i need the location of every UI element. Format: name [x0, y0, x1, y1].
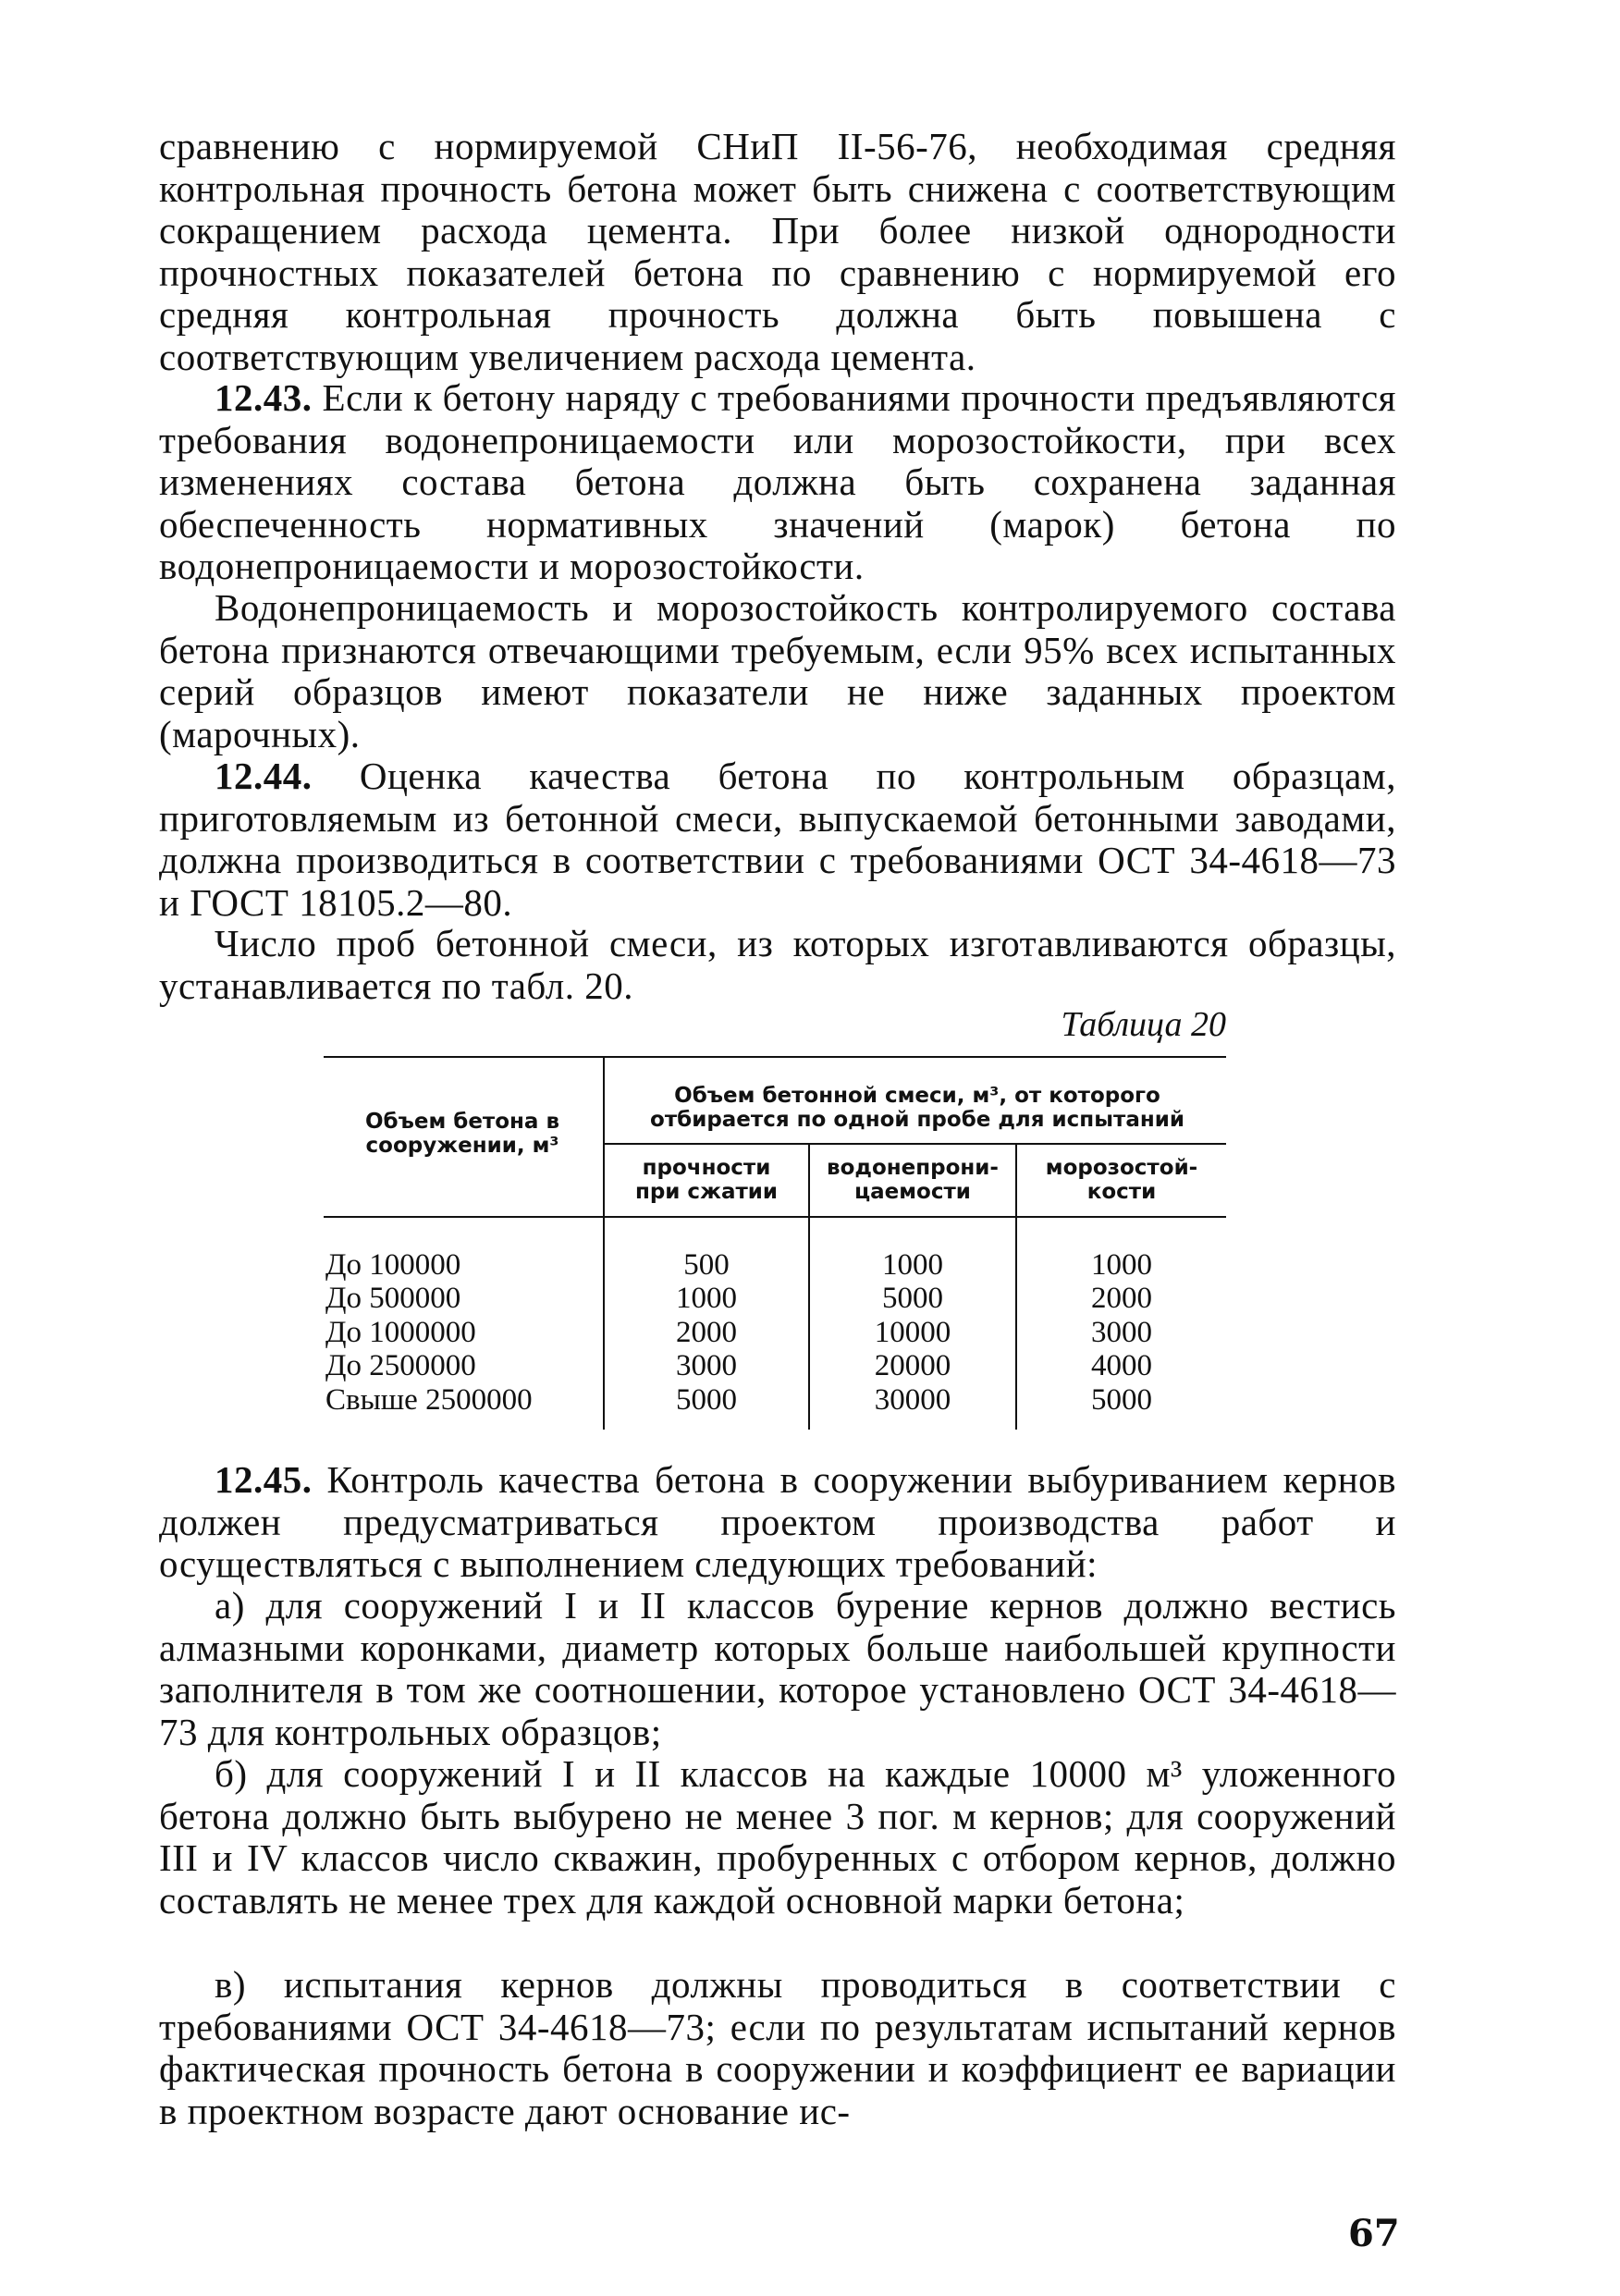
table-cell: Свыше 2500000: [325, 1382, 533, 1417]
table-cell: До 2500000: [325, 1349, 476, 1383]
header-volume-in-structure: Объем бетона в сооружении, м³: [364, 1110, 560, 1158]
paragraph-text: Контроль качества бетона в сооружении выбуриванием кернов должен предусматриваться проектом производства работ и осуществляться с выполнением следующих требований:: [159, 1458, 1396, 1585]
paragraph-watertightness: [159, 587, 1396, 755]
table-cell: 30000: [874, 1382, 951, 1417]
column-structure-volume: [325, 1248, 601, 1417]
list-item-b: [159, 1753, 1396, 1922]
column-water-resistance: [810, 1248, 1015, 1417]
table-20: [324, 1056, 1226, 1430]
table-cell: 3000: [1091, 1315, 1152, 1349]
clause-number: 12.45.: [215, 1458, 313, 1501]
page-number: 67: [1348, 2212, 1400, 2255]
header-group-sample-volume: Объем бетонной смеси, м³, от которого отбирается по одной пробе для испытаний: [650, 1084, 1184, 1132]
table-cell: 5000: [1091, 1382, 1152, 1417]
paragraph-12-43: [159, 377, 1396, 588]
paragraph-sample-count: [159, 923, 1396, 1007]
group-header-rule: [603, 1143, 1226, 1145]
paragraph-text: а) для сооружений I и II классов бурение кернов должно вестись алмазными коронками, диаметр которых больше наибольшей крупности заполнителя в том же соотношении, которое установлено ОСТ 34-4618—73 для контрольных образцов;: [159, 1584, 1396, 1753]
clause-number: 12.44.: [215, 755, 313, 797]
table-cell: До 500000: [325, 1282, 461, 1316]
header-frost-resistance: морозостой- кости: [1045, 1156, 1198, 1204]
clause-number: 12.43.: [215, 376, 313, 419]
table-cell: 5000: [676, 1382, 737, 1417]
table-cell: 2000: [1091, 1282, 1152, 1316]
table-cell: 20000: [874, 1349, 951, 1383]
paragraph-text: б) для сооружений I и II классов на каждые 10000 м³ уложенного бетона должно быть выбурено не менее 3 пог. м кернов; для сооружений III и IV классов число скважин, пробуренных с отбором кернов, должно составлять не менее трех для каждой основной марки бетона;: [159, 1752, 1396, 1922]
paragraph-12-44: [159, 755, 1396, 924]
table-cell: 3000: [676, 1349, 737, 1383]
header-water-resistance: водонепрони- цаемости: [827, 1156, 999, 1204]
paragraph-text: Оценка качества бетона по контрольным образцам, приготовляемым из бетонной смеси, выпускаемой бетонными заводами, должна производиться в соответствии с требованиями ОСТ 34-4618—73 и ГОСТ 18105.2—80.: [159, 755, 1397, 924]
list-item-c: [159, 1964, 1396, 2132]
paragraph-12-45: [159, 1459, 1396, 1586]
table-cell: 4000: [1091, 1349, 1152, 1383]
paragraph-text: в) испытания кернов должны проводиться в соответствии с требованиями ОСТ 34-4618—73; если по результатам испытаний кернов фактическая прочность бетона в сооружении и коэффициент ее вариации в проектном возрасте дают основание ис-: [159, 1963, 1396, 2132]
table-caption: Таблица 20: [1061, 1005, 1226, 1044]
column-compressive-strength: [605, 1248, 808, 1417]
paragraph-text: Число проб бетонной смеси, из которых изготавливаются образцы, устанавливается по табл. 20.: [159, 922, 1396, 1007]
table-cell: До 1000000: [325, 1315, 476, 1349]
table-top-rule: [324, 1056, 1226, 1058]
table-cell: 1000: [676, 1282, 737, 1316]
table-cell: 1000: [1091, 1248, 1152, 1282]
column-frost-resistance: [1017, 1248, 1226, 1417]
table-cell: 10000: [874, 1315, 951, 1349]
table-cell: 1000: [882, 1248, 943, 1282]
list-item-a: [159, 1585, 1396, 1753]
table-cell: 2000: [676, 1315, 737, 1349]
table-cell: До 100000: [325, 1248, 461, 1282]
paragraph-text: Водонепроницаемость и морозостойкость контролируемого состава бетона признаются отвечающими требуемым, если 95% всех испытанных серий образцов имеют показатели не ниже заданных проектом (марочных).: [159, 586, 1396, 755]
table-cell: 500: [683, 1248, 730, 1282]
header-bottom-rule: [324, 1216, 1226, 1218]
paragraph-text: Если к бетону наряду с требованиями прочности предъявляются требования водонепроницаемости или морозостойкости, при всех изменениях состава бетона должна быть сохранена заданная обеспеченность нормативных значений (марок) бетона по водонепроницаемости и морозостойкости.: [159, 376, 1397, 587]
paragraph-continuation: [159, 126, 1396, 378]
header-compressive-strength: прочности при сжатии: [634, 1156, 779, 1204]
paragraph-text: сравнению с нормируемой СНиП II-56-76, необходимая средняя контрольная прочность бетона может быть снижена с соответствующим сокращением расхода цемента. При более низкой однородности прочностных показателей бетона по сравнению с нормируемой его средняя контрольная прочность должна быть повышена с соответствующим увеличением расхода цемента.: [159, 125, 1396, 378]
table-cell: 5000: [882, 1282, 943, 1316]
